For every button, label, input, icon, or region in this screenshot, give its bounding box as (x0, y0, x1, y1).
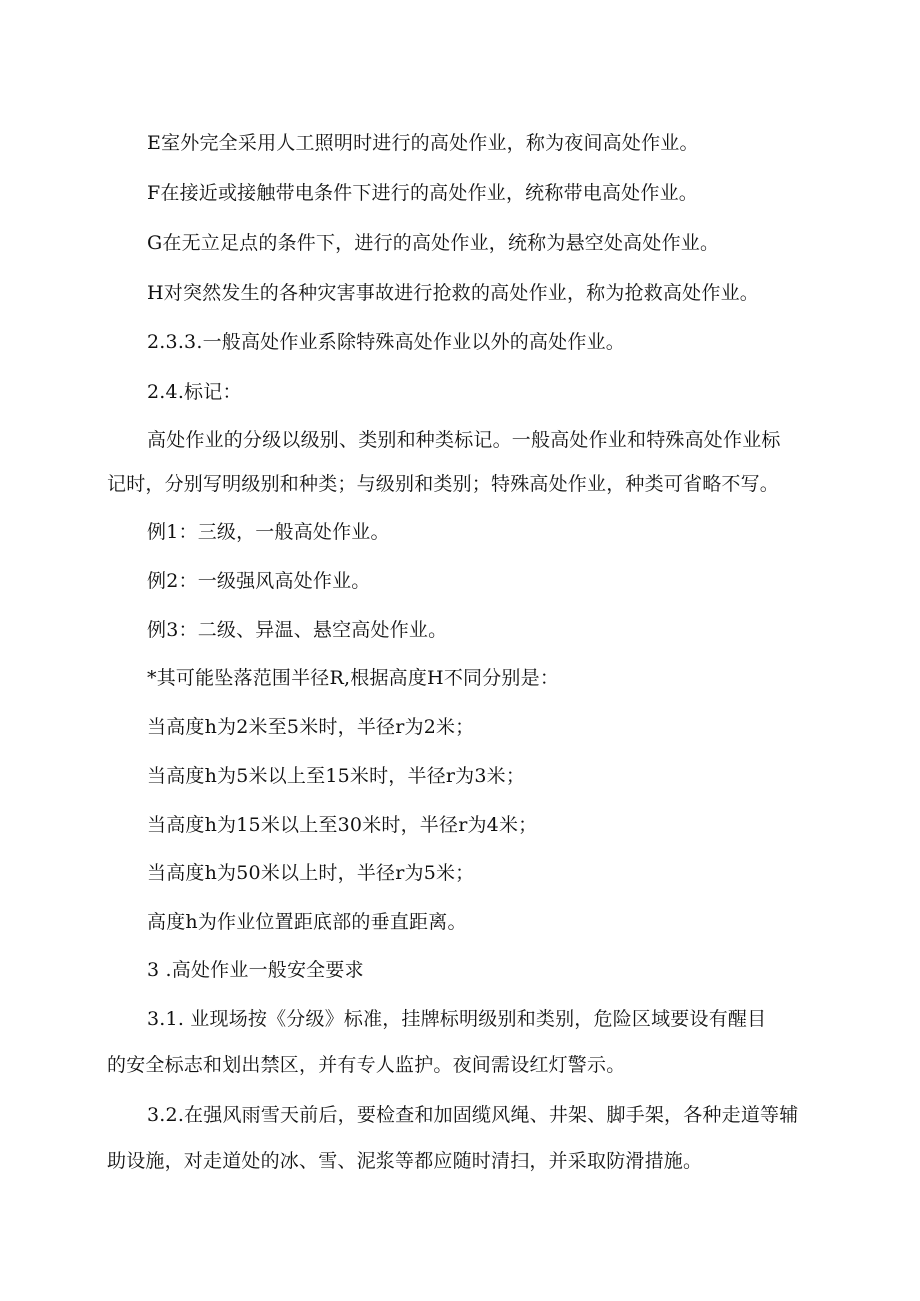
text-line: 的安全标志和划出禁区，并有专人监护。夜间需设红灯警示。 (107, 1054, 626, 1076)
text-line: 助设施，对走道处的冰、雪、泥浆等都应随时清扫，并采取防滑措施。 (107, 1150, 703, 1172)
text-line: F在接近或接触带电条件下进行的高处作业，统称带电高处作业。 (147, 182, 698, 204)
text-line: 当高度h为5米以上至15米时，半径r为3米； (147, 765, 526, 787)
text-line: 3.1. 业现场按《分级》标准，挂牌标明级别和类别，危险区域要设有醒目 (147, 1008, 767, 1030)
text-line: 记时，分别写明级别和种类；与级别和类别；特殊高处作业，种类可省略不写。 (107, 473, 780, 495)
text-line: 3.2.在强风雨雪天前后，要检查和加固缆风绳、井架、脚手架，各种走道等辅 (147, 1104, 799, 1126)
section-heading: 2.4.标记： (147, 381, 242, 403)
text-line: E室外完全采用人工照明时进行的高处作业，称为夜间高处作业。 (147, 132, 699, 154)
text-line: 当高度h为2米至5米时，半径r为2米； (147, 716, 475, 738)
text-line: 高处作业的分级以级别、类别和种类标记。一般高处作业和特殊高处作业标 (147, 429, 781, 451)
text-line: 高度h为作业位置距底部的垂直距离。 (147, 911, 467, 933)
text-line: 例1：三级，一般高处作业。 (147, 521, 390, 543)
section-heading: 2.3.3.一般高处作业系除特殊高处作业以外的高处作业。 (147, 331, 625, 353)
text-line: *其可能坠落范围半径R,根据高度H不同分别是： (147, 667, 560, 689)
text-line: 当高度h为15米以上至30米时，半径r为4米； (147, 814, 538, 836)
text-line: G在无立足点的条件下，进行的高处作业，统称为悬空处高处作业。 (147, 232, 720, 254)
section-heading: 3 .高处作业一般安全要求 (147, 959, 364, 981)
text-line: H对突然发生的各种灾害事故进行抢救的高处作业，称为抢救高处作业。 (147, 282, 759, 304)
text-line: 例3：二级、异温、悬空高处作业。 (147, 619, 448, 641)
text-line: 例2：一级强风高处作业。 (147, 570, 371, 592)
text-line: 当高度h为50米以上时，半径r为5米； (147, 862, 475, 884)
